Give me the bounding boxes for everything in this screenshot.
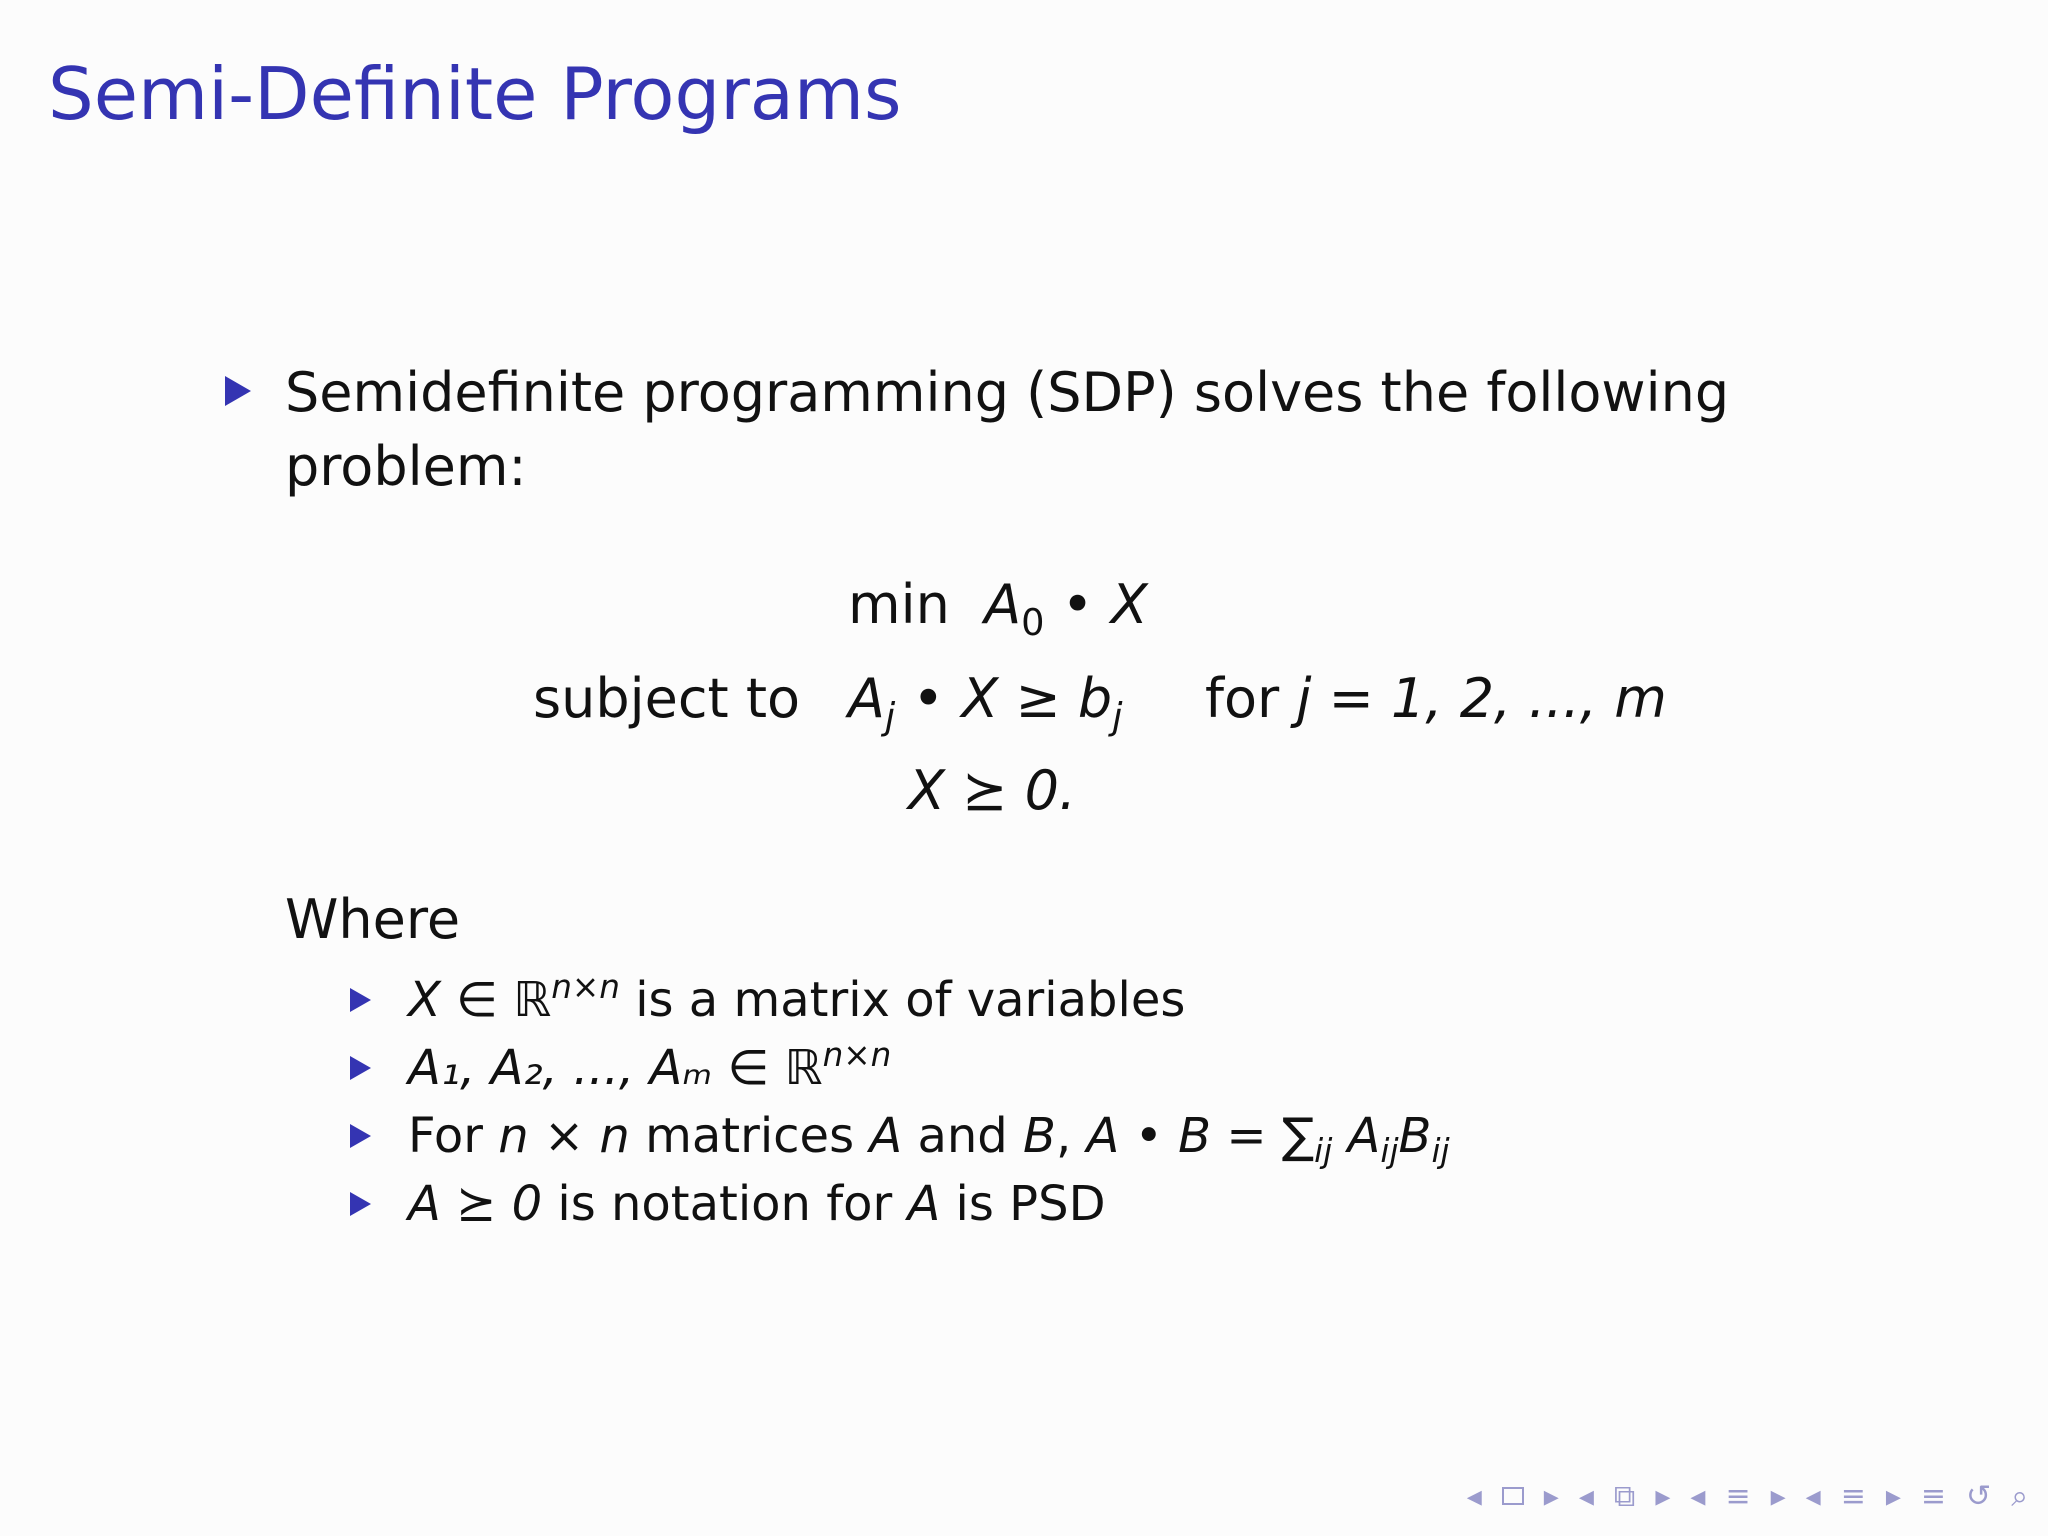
bullet-icon — [350, 1124, 371, 1148]
item-text: is notation for — [542, 1176, 908, 1232]
item-text: matrices — [629, 1108, 870, 1164]
constraint-line — [848, 667, 1123, 738]
where-item-4 — [408, 1176, 1106, 1232]
objective-A: A — [984, 573, 1022, 636]
bullet-icon — [225, 376, 251, 406]
item-sup: n×n — [822, 1036, 892, 1075]
constraint-A: A — [848, 667, 885, 730]
arrow-right-icon[interactable]: ▸ — [1655, 1478, 1671, 1514]
item-math: A — [907, 1176, 941, 1232]
item-math: A ⪰ 0 — [408, 1176, 543, 1232]
objective-line — [848, 573, 1148, 644]
where-item-3 — [408, 1108, 1450, 1171]
section-icon[interactable]: ⧉ — [1613, 1478, 1636, 1514]
where-label: Where — [285, 888, 461, 951]
item-math: A — [1332, 1108, 1381, 1164]
item-math: n × n — [498, 1108, 630, 1164]
objective-rest: • X — [1044, 573, 1148, 636]
where-item-2 — [408, 1036, 892, 1096]
for-clause — [1205, 667, 1667, 730]
item-text: , — [1055, 1108, 1087, 1164]
min-word: min — [848, 573, 950, 636]
search-icon[interactable]: ⌕ — [2011, 1478, 2028, 1514]
item-text: is PSD — [940, 1176, 1106, 1232]
arrow-left-icon[interactable]: ◂ — [1578, 1478, 1594, 1514]
psd-constraint: X ⪰ 0. — [908, 759, 1077, 822]
where-item-1 — [408, 968, 1186, 1028]
item-math: A • B = ∑ — [1086, 1108, 1315, 1164]
item-math: A — [869, 1108, 903, 1164]
item-text: is a matrix of variables — [619, 972, 1186, 1028]
arrow-left-icon[interactable]: ◂ — [1466, 1478, 1482, 1514]
bullet-icon — [350, 1192, 371, 1216]
arrow-right-icon[interactable]: ▸ — [1543, 1478, 1559, 1514]
item-sub: ij — [1380, 1132, 1399, 1171]
slide-title: Semi-Definite Programs — [48, 52, 902, 136]
arrow-right-icon[interactable]: ▸ — [1770, 1478, 1786, 1514]
item-math: A₁, A₂, ..., Aₘ ∈ ℝ — [408, 1040, 823, 1096]
objective-sub: 0 — [1021, 600, 1045, 644]
item-math: B — [1398, 1108, 1432, 1164]
constraint-sub: j — [884, 694, 896, 738]
undo-icon[interactable]: ↺ — [1966, 1478, 1992, 1514]
item-sub: ij — [1314, 1132, 1333, 1171]
list-icon[interactable]: ≡ — [1840, 1478, 1866, 1514]
intro-text: Semidefinite programming (SDP) solves the following — [285, 361, 1730, 424]
item-text: For — [408, 1108, 499, 1164]
item-sub: ij — [1431, 1132, 1450, 1171]
item-text: and — [902, 1108, 1024, 1164]
constraint-mid: • X ≥ b — [895, 667, 1113, 730]
beamer-navigation — [1467, 1474, 2028, 1518]
intro-text-cont: problem: — [285, 435, 527, 498]
item-math: B — [1023, 1108, 1056, 1164]
subject-to-label: subject to — [533, 667, 801, 730]
bullet-icon — [350, 1056, 371, 1080]
arrow-left-icon[interactable]: ◂ — [1690, 1478, 1706, 1514]
for-word: for — [1205, 667, 1280, 730]
bullet-icon — [350, 988, 371, 1012]
for-expr: j = 1, 2, ..., m — [1296, 667, 1667, 730]
arrow-left-icon[interactable]: ◂ — [1805, 1478, 1821, 1514]
subsection-icon[interactable]: ≡ — [1725, 1478, 1751, 1514]
align-icon[interactable]: ≡ — [1920, 1478, 1947, 1514]
constraint-bsub: j — [1112, 694, 1123, 738]
frame-icon[interactable] — [1502, 1487, 1524, 1505]
arrow-right-icon[interactable]: ▸ — [1885, 1478, 1901, 1514]
item-math: X ∈ ℝ — [408, 972, 552, 1028]
item-sup: n×n — [551, 968, 620, 1007]
